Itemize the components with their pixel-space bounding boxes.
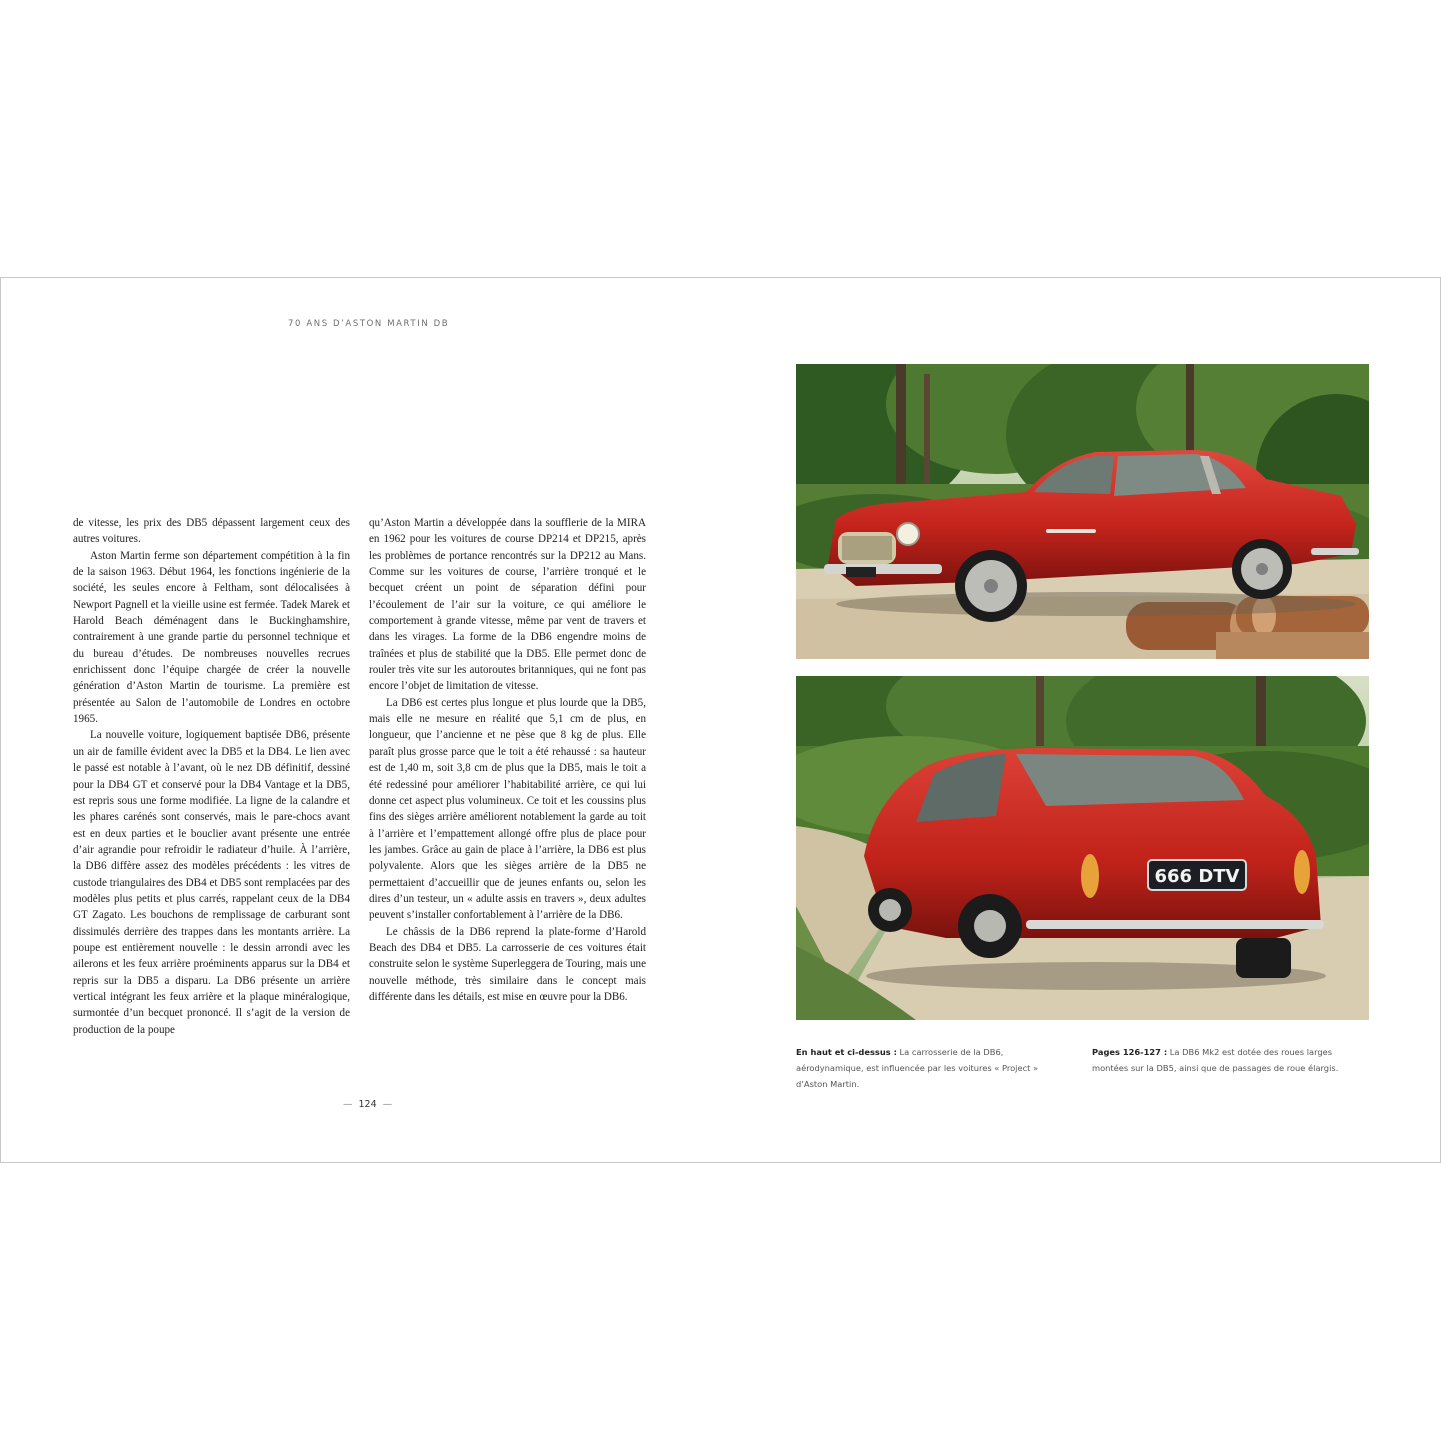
paragraph: qu’Aston Martin a développée dans la soufflerie de la MIRA en 1962 pour les voitures de course DP214 et DP215, après les problèmes de portance rencontrés sur la DP212 au Mans. Comme sur les voitures de course, l’arrière tronqué et le becquet créent un point de séparation défini pour l’écoulement de l’air sur la voiture, ce qui améliore le comportement à grande vitesse, même par vent de travers et dans les virages. La forme de la DB6 engendre moins de traînées et plus de stabilité que la DB5. Elle permet donc de rouler très vite sur les autoroutes britanniques, qui ne font pas encore l’objet de limitation de vitesse. [369,517,646,693]
photo-db6-front [796,364,1369,659]
caption-left [796,1044,1066,1092]
text-column-left [73,515,350,1038]
plate-text: 666 DTV [1154,866,1240,887]
caption-text: La carrosserie de la DB6, aérodynamique, est influencée par les voitures « Project » d’Aston Martin. [796,1047,1039,1089]
caption-lead: En haut et ci-dessus : [796,1047,897,1057]
text-column-right [369,515,646,1005]
paragraph: de vitesse, les prix des DB5 dépassent largement ceux des autres voitures. [73,517,350,546]
paragraph: La nouvelle voiture, logiquement baptisée DB6, présente un air de famille évident avec la DB5 et la DB4. Le lien avec le passé est notable à l’avant, où le nez DB définitif, dessiné pour la DB4 GT et conservé pour la DB4 Vantage et la DB5, est repris sous une forme modifiée. La ligne de la calandre et les phares carénés sont conservés, mais le pare-chocs avant est en deux parties et le bouclier avant présente une entrée d’air agrandie pour refroidir le radiateur d’huile. À l’arrière, la DB6 diffère assez des modèles précédents : les vitres de custode triangulaires des DB4 et DB5 sont remplacées par des modèles plus petits et plus carrés, rappelant ceux de la DB4 GT Zagato. Les bouchons de remplissage de carburant sont dissimulés derrière des trappes dans les montants arrière. La poupe est entièrement nouvelle : le dessin arrondi avec les ailerons et les feux arrière proéminents apparus sur la DB4 et repris sur la DB5 a disparu. La DB6 présente un arrière vertical intégrant les feux arrière et la plaque minéralogique, surmontée d’un becquet prononcé. Il s’agit de la version de production de la poupe [73,729,350,1036]
book-spread [0,277,1441,1163]
paragraph: Aston Martin ferme son département compétition à la fin de la saison 1963. Début 1964, les fonctions ingénierie de la société, les seules encore à Feltham, sont délocalisées à Newport Pagnell et la vieille usine est fermée. Tadek Marek et Harold Beach déménagent dans le Buckinghamshire, contrairement à une grande partie du personnel technique et du bureau d’études. De nombreuses nouvelles recrues enrichissent donc l’équipe chargée de créer la nouvelle génération d’Aston Martin de tourisme. La première est présentée au Salon de l’automobile de Londres en octobre 1965. [73,549,350,726]
running-head: 70 ANS D’ASTON MARTIN DB [288,319,450,329]
paragraph: Le châssis de la DB6 reprend la plate-forme d’Harold Beach des DB4 et DB5. La carrosserie de ces voitures était construite selon le système Superleggera de Touring, mais une nouvelle méthode, très similaire dans le concept mais différente dans les détails, est mise en œuvre pour la DB6. [369,925,646,1003]
photo-db6-rear [796,676,1369,1020]
caption-right [1092,1044,1362,1076]
page-number: — 124 — [343,1099,393,1110]
page-number-value: 124 [358,1099,377,1110]
caption-text: La DB6 Mk2 est dotée des roues larges montées sur la DB5, ainsi que de passages de roue élargis. [1092,1047,1339,1073]
paragraph: La DB6 est certes plus longue et plus lourde que la DB5, mais elle ne mesure en réalité que 5,1 cm de plus, en longueur, que l’ancienne et ne pèse que 8 kg de plus. Elle paraît plus grosse parce que le toit a été rehaussé : sa hauteur est de 1,40 m, soit 3,8 cm de plus que la DB5, mais le toit a été redessiné pour améliorer l’habitabilité arrière, ce qui lui donne cet aspect plus volumineux. Ce toit et les coussins plus fins des sièges arrière améliorent notablement la garde au toit à l’arrière et l’empattement allongé offre plus de place pour les jambes. Grâce au gain de place à l’arrière, la DB6 est plus polyvalente. Alors que les sièges arrière de la DB5 ne permettaient d’accueillir que de jeunes enfants ou, selon les dires d’un testeur, un « adulte assis en travers », deux adultes peuvent s’installer confortablement à l’arrière de la DB6. [369,696,646,922]
caption-lead: Pages 126-127 : [1092,1047,1168,1057]
